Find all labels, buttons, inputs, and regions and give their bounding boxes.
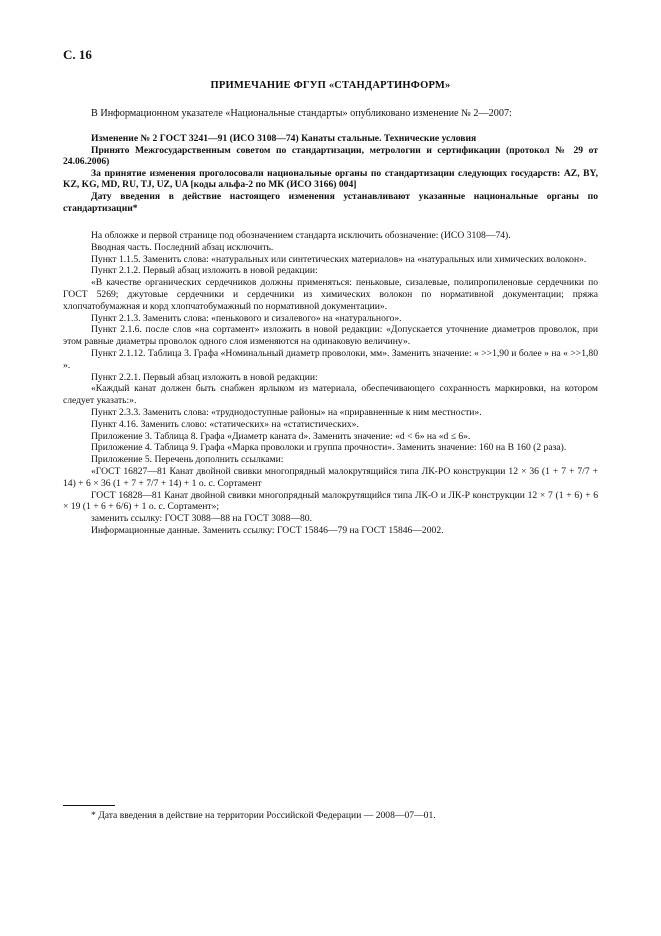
adoption-note: Принято Межгосударственным советом по стандартизации, метрологии и сертификации (протокол № 29 от 24.06.2006) xyxy=(63,144,598,168)
body-paragraph: Вводная часть. Последний абзац исключить. xyxy=(91,241,274,253)
voting-note: За принятие изменения проголосовали национальные органы по стандартизации следующих государств: AZ, BY, KZ, KG, MD, RU, TJ, UZ, UA [коды альфа-2 по МК (ИСО 3166) 004] xyxy=(63,167,598,191)
footnote: * Дата введения в действие на территории Российской Федерации — 2008—07—01. xyxy=(91,810,436,821)
body-paragraph: Пункт 2.1.6. после слов «на сортамент» изложить в новой редакции: «Допускается уточнение диаметров проволок, при этом равные диаметры проволок одного слоя изменяются на одинаковую величину». xyxy=(63,324,598,348)
body-paragraph: Информационные данные. Заменить ссылку: ГОСТ 15846—79 на ГОСТ 15846—2002. xyxy=(91,524,444,536)
intro-paragraph: В Информационном указателе «Национальные стандарты» опубликовано изменение № 2—2007: xyxy=(91,108,512,119)
effective-date-note: Дату введения в действие настоящего изменения устанавливают указанные национальные органы по стандартизации* xyxy=(63,190,598,214)
body-paragraph: Пункт 2.2.1. Первый абзац изложить в новой редакции: xyxy=(91,371,318,383)
body-paragraph: На обложке и первой странице под обозначением стандарта исключить обозначение: (ИСО 3108—74). xyxy=(91,230,511,241)
body-paragraph: Пункт 2.3.3. Заменить слова: «труднодоступные районы» на «приравненные к ним местности». xyxy=(91,406,482,418)
body-paragraph: Приложение 5. Перечень дополнить ссылками: xyxy=(91,454,284,466)
page-number: С. 16 xyxy=(63,47,92,62)
body-paragraph: «Каждый канат должен быть снабжен ярлыком из материала, обеспечивающего сохранность маркировки, на котором следует указать:». xyxy=(63,383,598,407)
body-paragraph: «В качестве органических сердечников должны применяться: пеньковые, сизалевые, полипропиленовые сердечники по ГОСТ 5269; джутовые сердечники и сердечники из химических волокон по нормативной документации; пряжа хлопчатобумажная и корд хлопчатобумажный по нормативной документации». xyxy=(63,277,598,312)
change-title: Изменение № 2 ГОСТ 3241—91 (ИСО 3108—74) Канаты стальные. Технические условия xyxy=(91,133,477,144)
change-body xyxy=(63,230,598,537)
body-paragraph: Пункт 2.1.3. Заменить слова: «пенькового и сизалевого» на «натурального». xyxy=(91,312,402,324)
body-paragraph: Пункт 1.1.5. Заменить слова: «натуральных или синтетических материалов» на «натуральных или химических волокон». xyxy=(91,253,587,265)
page-title: ПРИМЕЧАНИЕ ФГУП «СТАНДАРТИНФОРМ» xyxy=(210,80,451,91)
body-paragraph: «ГОСТ 16827—81 Канат двойной свивки многопрядный малокрутящийся типа ЛК-РО конструкции 12 × 36 (1 + 7 + 7/7 + 14) + 6 × 36 (1 + 7 + 7/7 + 14) + 1 о. с. Сортамент xyxy=(63,465,598,489)
body-paragraph: Пункт 2.1.2. Первый абзац изложить в новой редакции: xyxy=(91,265,318,277)
body-paragraph: заменить ссылку: ГОСТ 3088—88 на ГОСТ 3088—80. xyxy=(91,513,312,525)
footnote-divider xyxy=(63,805,115,806)
body-paragraph: Приложение 4. Таблица 9. Графа «Марка проволоки и группа прочности». Заменить значение: 160 на В 160 (2 раза). xyxy=(91,442,567,454)
body-paragraph: Пункт 2.1.12. Таблица 3. Графа «Номинальный диаметр проволоки, мм». Заменить значение: « >>1,90 и более » на « >>1,80 ». xyxy=(63,347,598,371)
body-paragraph: ГОСТ 16828—81 Канат двойной свивки многопрядный малокрутящийся типа ЛК-О и ЛК-Р конструкции 12 × 7 (1 + 6) + 6 × 19 (1 + 6 + 6/6) + 1 о. с. Сортамент»; xyxy=(63,489,598,513)
change-header xyxy=(63,133,598,214)
body-paragraph: Пункт 4.16. Заменить слово: «статических» на «статистических». xyxy=(91,418,359,430)
body-paragraph: Приложение 3. Таблица 8. Графа «Диаметр каната d». Заменить значение: «d < 6» на «d ≤ 6». xyxy=(91,430,471,442)
